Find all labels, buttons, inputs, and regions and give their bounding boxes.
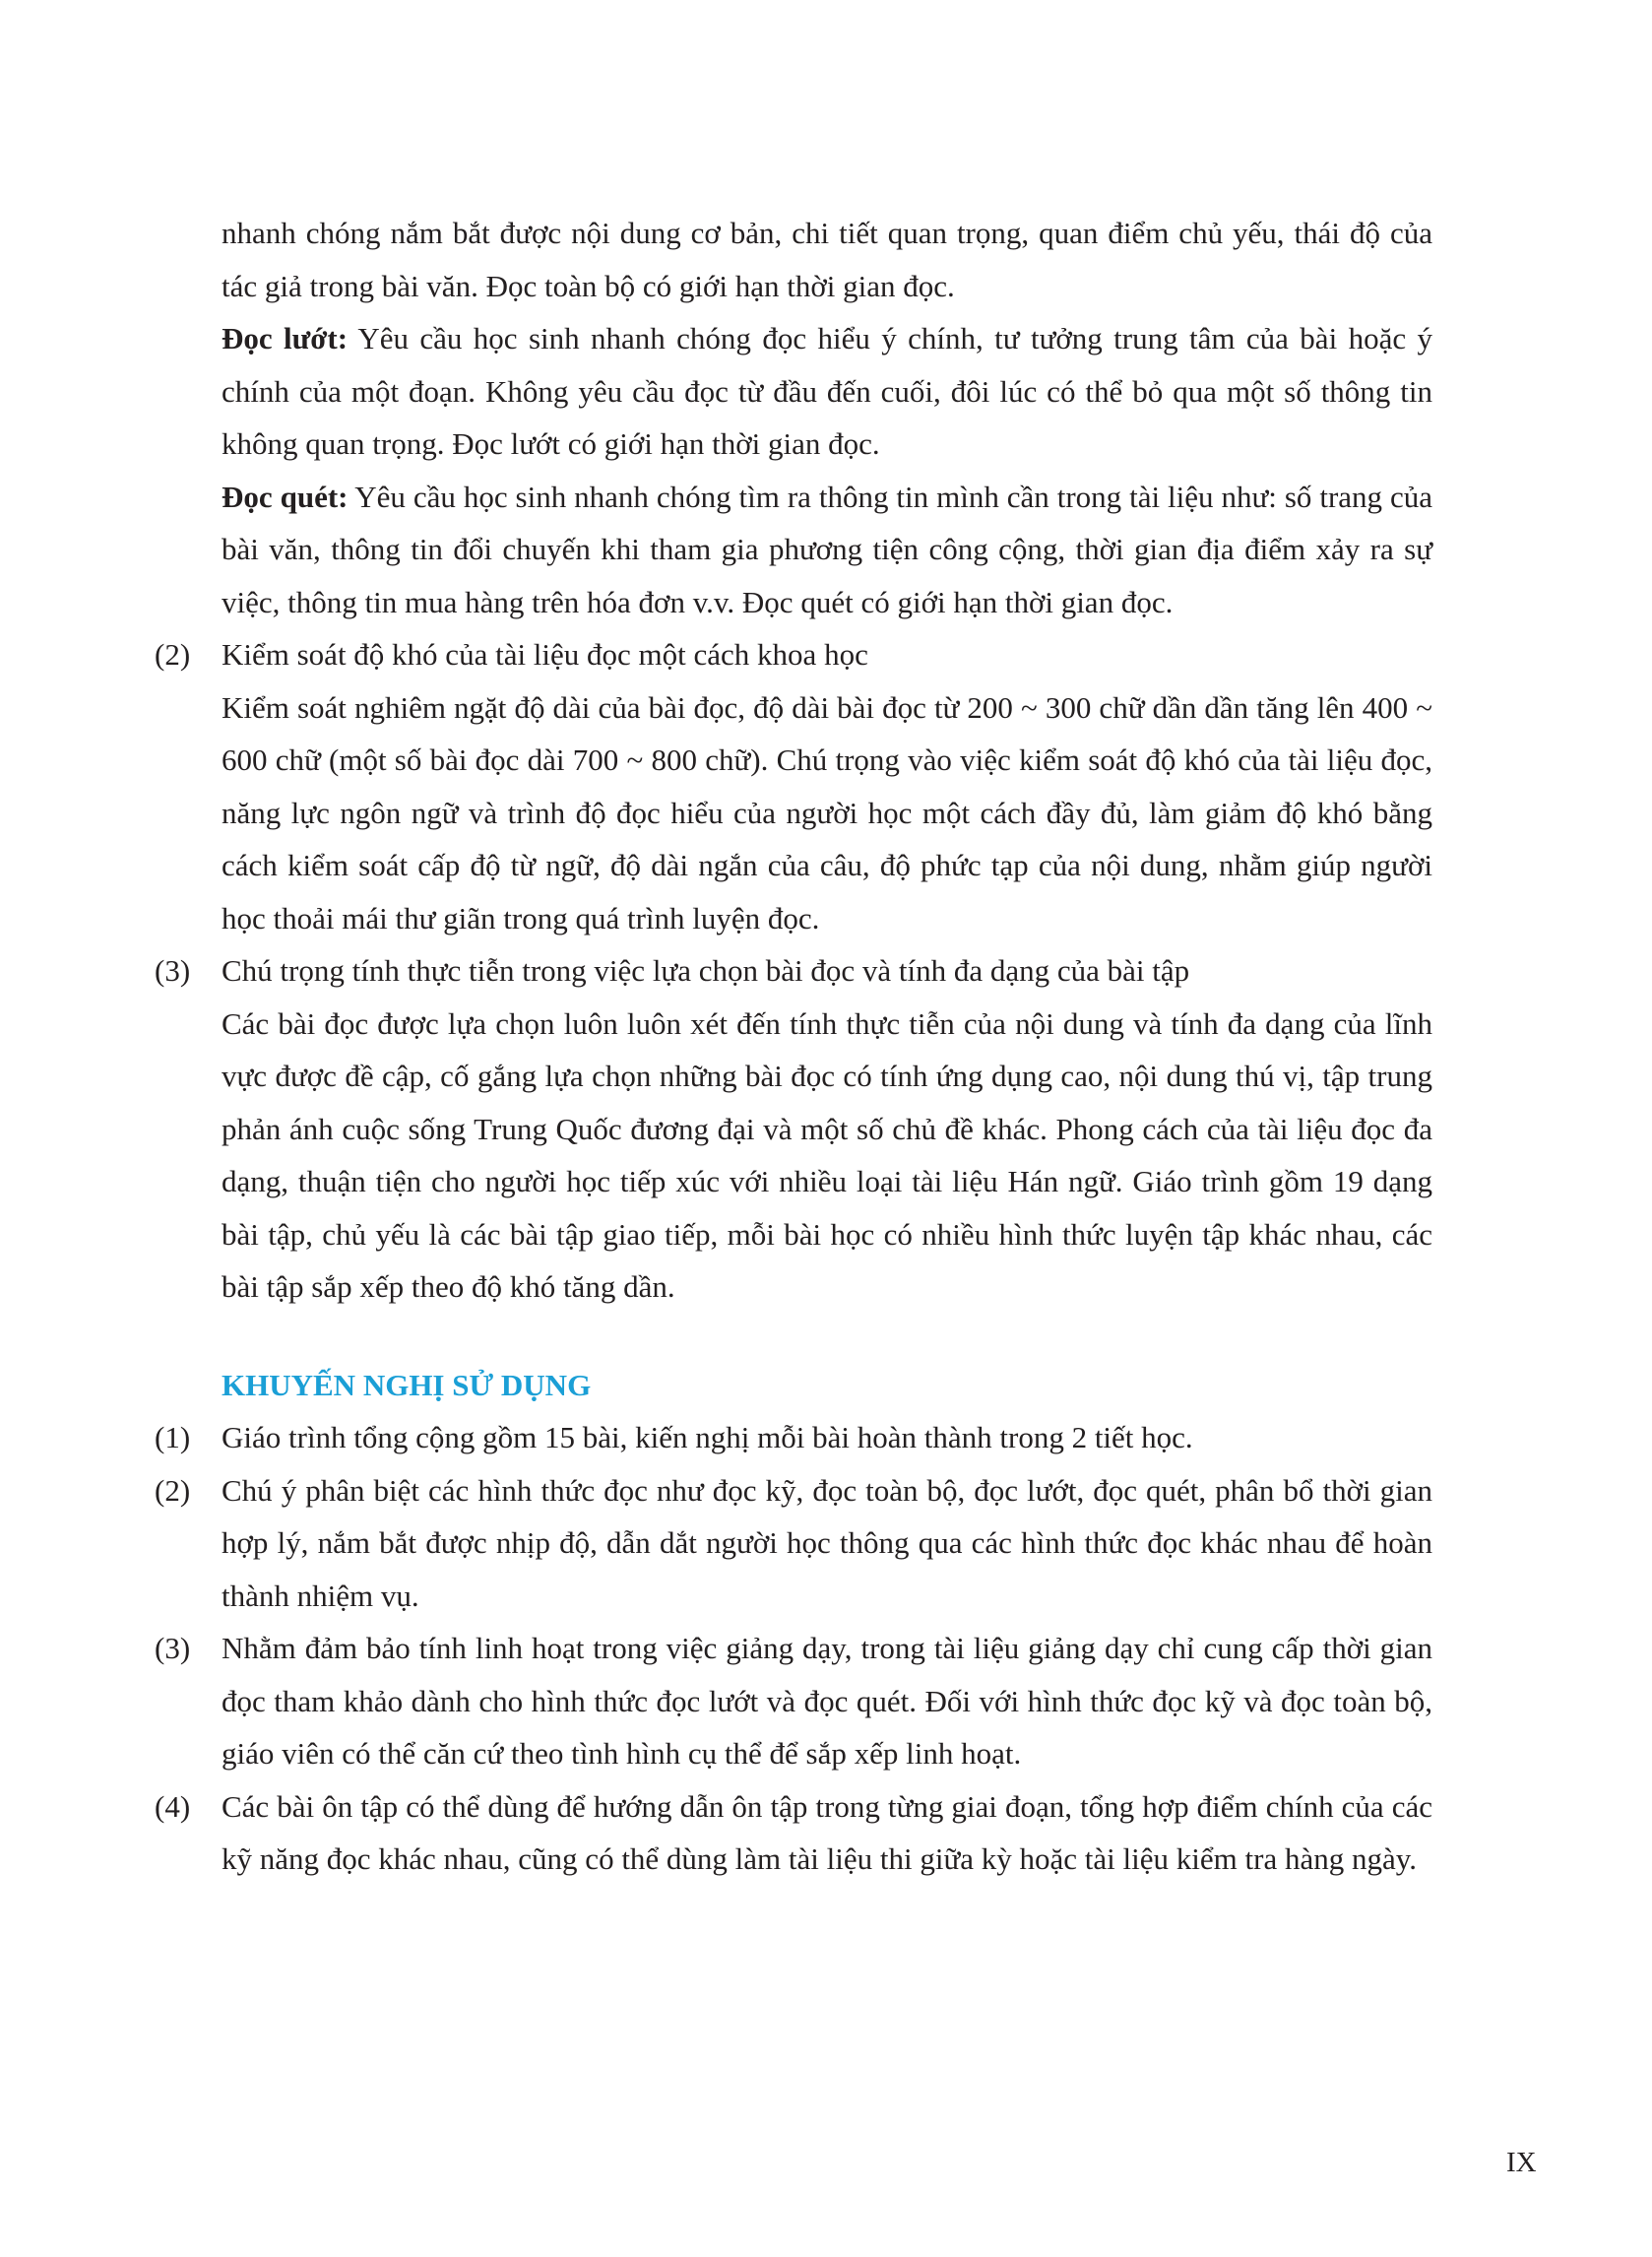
recommend-item-1 [155, 1411, 1432, 1464]
feature-number: (3) [155, 953, 191, 988]
recommend-text: Chú ý phân biệt các hình thức đọc như đọc kỹ, đọc toàn bộ, đọc lướt, đọc quét, phân bổ thời gian hợp lý, nắm bắt được nhịp độ, dẫn dắt người học thông qua các hình thức đọc khác nhau để hoàn thành nhiệm vụ. [222, 1472, 1432, 1613]
recommend-item-2 [155, 1464, 1432, 1623]
doc-quet-text: Yêu cầu học sinh nhanh chóng tìm ra thông tin mình cần trong tài liệu như: số trang của bài văn, thông tin đổi chuyến khi tham gia phương tiện công cộng, thời gian địa điểm xảy ra sự việc, thông tin mua hàng trên hóa đơn v.v. Đọc quét có giới hạn thời gian đọc. [222, 479, 1432, 619]
recommend-number: (3) [155, 1631, 191, 1665]
doc-luot-label: Đọc lướt: [222, 321, 349, 355]
feature-item-2 [155, 628, 1432, 944]
page-number: IX [1506, 2147, 1537, 2178]
doc-luot-text: Yêu cầu học sinh nhanh chóng đọc hiểu ý chính, tư tưởng trung tâm của bài hoặc ý chính của một đoạn. Không yêu cầu đọc từ đầu đến cuối, đôi lúc có thể bỏ qua một số thông tin không quan trọng. Đọc lướt có giới hạn thời gian đọc. [222, 321, 1432, 461]
recommend-item-4 [155, 1780, 1432, 1886]
recommend-number: (4) [155, 1788, 191, 1824]
feature-body: Các bài đọc được lựa chọn luôn luôn xét đến tính thực tiễn của nội dung và tính đa dạng của lĩnh vực được đề cập, cố gắng lựa chọn những bài đọc có tính ứng dụng cao, nội dung thú vị, tập trung phản ánh cuộc sống Trung Quốc đương đại và một số chủ đề khác. Phong cách của tài liệu đọc đa dạng, thuận tiện cho người học tiếp xúc với nhiều loại tài liệu Hán ngữ. Giáo trình gồm 19 dạng bài tập, chủ yếu là các bài tập giao tiếp, mỗi bài học có nhiều hình thức luyện tập khác nhau, các bài tập sắp xếp theo độ khó tăng dần. [222, 1005, 1432, 1304]
doc-luot-paragraph [155, 312, 1432, 471]
feature-title: Chú trọng tính thực tiễn trong việc lựa chọn bài đọc và tính đa dạng của bài tập [222, 953, 1190, 988]
recommend-text: Các bài ôn tập có thể dùng để hướng dẫn ôn tập trong từng giai đoạn, tổng hợp điểm chính của các kỹ năng đọc khác nhau, cũng có thể dùng làm tài liệu thi giữa kỳ hoặc tài liệu kiểm tra hàng ngày. [222, 1788, 1432, 1876]
page-content [155, 207, 1432, 1886]
feature-title: Kiểm soát độ khó của tài liệu đọc một cách khoa học [222, 637, 868, 672]
feature-number: (2) [155, 637, 191, 672]
recommend-number: (2) [155, 1472, 191, 1508]
doc-quet-paragraph [155, 471, 1432, 629]
intro-paragraph: nhanh chóng nắm bắt được nội dung cơ bản, chi tiết quan trọng, quan điểm chủ yếu, thái độ của tác giả trong bài văn. Đọc toàn bộ có giới hạn thời gian đọc. [222, 216, 1432, 303]
doc-quet-label: Đọc quét: [222, 479, 349, 514]
recommend-text: Giáo trình tổng cộng gồm 15 bài, kiến nghị mỗi bài hoàn thành trong 2 tiết học. [222, 1420, 1193, 1454]
section-heading: KHUYẾN NGHỊ SỬ DỤNG [222, 1367, 592, 1402]
recommend-text: Nhằm đảm bảo tính linh hoạt trong việc giảng dạy, trong tài liệu giảng dạy chỉ cung cấp thời gian đọc tham khảo dành cho hình thức đọc lướt và đọc quét. Đối với hình thức đọc kỹ và đọc toàn bộ, giáo viên có thể căn cứ theo tình hình cụ thể để sắp xếp linh hoạt. [222, 1631, 1432, 1771]
recommend-item-3 [155, 1622, 1432, 1780]
feature-body: Kiểm soát nghiêm ngặt độ dài của bài đọc, độ dài bài đọc từ 200 ~ 300 chữ dần dần tăng lên 400 ~ 600 chữ (một số bài đọc dài 700 ~ 800 chữ). Chú trọng vào việc kiểm soát độ khó của tài liệu đọc, năng lực ngôn ngữ và trình độ đọc hiểu của người học một cách đầy đủ, làm giảm độ khó bằng cách kiểm soát cấp độ từ ngữ, độ dài ngắn của câu, độ phức tạp của nội dung, nhằm giúp người học thoải mái thư giãn trong quá trình luyện đọc. [222, 689, 1432, 935]
recommend-number: (1) [155, 1420, 191, 1454]
feature-item-3 [155, 944, 1432, 1314]
